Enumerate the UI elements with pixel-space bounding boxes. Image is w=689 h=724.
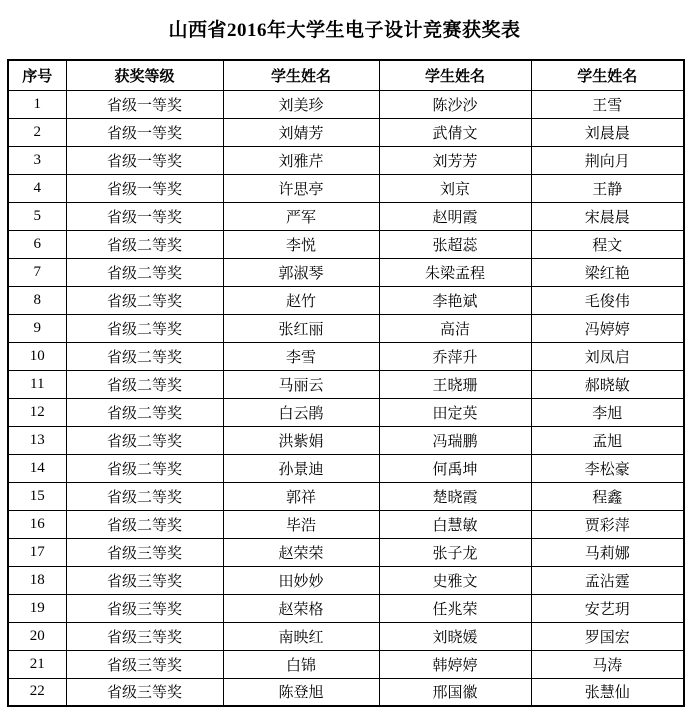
- award-table: [7, 59, 685, 707]
- table-cell: 程鑫: [531, 482, 684, 510]
- table-cell: 郝晓敏: [531, 370, 684, 398]
- table-cell: 张慧仙: [531, 678, 684, 706]
- table-cell: 省级二等奖: [66, 426, 223, 454]
- table-cell: 赵荣荣: [223, 538, 379, 566]
- table-cell: 16: [8, 510, 66, 538]
- table-row: [8, 174, 684, 202]
- table-cell: 张超蕊: [379, 230, 531, 258]
- table-cell: 何禹坤: [379, 454, 531, 482]
- table-cell: 李雪: [223, 342, 379, 370]
- table-cell: 严军: [223, 202, 379, 230]
- table-cell: 郭祥: [223, 482, 379, 510]
- table-row: [8, 118, 684, 146]
- table-row: [8, 426, 684, 454]
- table-cell: 刘婧芳: [223, 118, 379, 146]
- table-cell: 8: [8, 286, 66, 314]
- table-cell: 孟沾霆: [531, 566, 684, 594]
- table-cell: 楚晓霞: [379, 482, 531, 510]
- table-row: [8, 398, 684, 426]
- table-row: [8, 342, 684, 370]
- table-cell: 白慧敏: [379, 510, 531, 538]
- header-cell-name-2: 学生姓名: [379, 60, 531, 90]
- table-cell: 李悦: [223, 230, 379, 258]
- table-header-row: [8, 60, 684, 90]
- table-cell: 省级一等奖: [66, 118, 223, 146]
- table-cell: 13: [8, 426, 66, 454]
- table-row: [8, 230, 684, 258]
- table-cell: 赵竹: [223, 286, 379, 314]
- table-cell: 田定英: [379, 398, 531, 426]
- table-cell: 罗国宏: [531, 622, 684, 650]
- table-cell: 14: [8, 454, 66, 482]
- table-cell: 贾彩萍: [531, 510, 684, 538]
- table-cell: 毕浩: [223, 510, 379, 538]
- table-cell: 省级二等奖: [66, 342, 223, 370]
- table-cell: 省级二等奖: [66, 258, 223, 286]
- table-cell: 7: [8, 258, 66, 286]
- table-cell: 刘雅芹: [223, 146, 379, 174]
- table-cell: 6: [8, 230, 66, 258]
- table-cell: 孟旭: [531, 426, 684, 454]
- table-cell: 省级二等奖: [66, 454, 223, 482]
- table-cell: 武倩文: [379, 118, 531, 146]
- table-row: [8, 622, 684, 650]
- page-title: 山西省2016年大学生电子设计竞赛获奖表: [168, 20, 521, 41]
- table-cell: 邢国徽: [379, 678, 531, 706]
- table-cell: 12: [8, 398, 66, 426]
- table-cell: 省级三等奖: [66, 678, 223, 706]
- table-cell: 省级二等奖: [66, 230, 223, 258]
- table-cell: 陈登旭: [223, 678, 379, 706]
- table-header: [8, 60, 684, 90]
- table-cell: 刘晨晨: [531, 118, 684, 146]
- header-cell-name-3: 学生姓名: [531, 60, 684, 90]
- table-cell: 省级一等奖: [66, 146, 223, 174]
- table-cell: 韩婷婷: [379, 650, 531, 678]
- table-cell: 马丽云: [223, 370, 379, 398]
- table-cell: 省级三等奖: [66, 622, 223, 650]
- table-cell: 田妙妙: [223, 566, 379, 594]
- table-cell: 马莉娜: [531, 538, 684, 566]
- table-cell: 3: [8, 146, 66, 174]
- table-cell: 许思亭: [223, 174, 379, 202]
- table-row: [8, 482, 684, 510]
- table-row: [8, 566, 684, 594]
- table-cell: 王雪: [531, 90, 684, 118]
- table-row: [8, 90, 684, 118]
- table-row: [8, 202, 684, 230]
- table-row: [8, 258, 684, 286]
- table-cell: 刘芳芳: [379, 146, 531, 174]
- table-row: [8, 454, 684, 482]
- table-cell: 马涛: [531, 650, 684, 678]
- table-cell: 史雅文: [379, 566, 531, 594]
- table-cell: 18: [8, 566, 66, 594]
- table-cell: 省级二等奖: [66, 370, 223, 398]
- table-cell: 赵明霞: [379, 202, 531, 230]
- table-cell: 安艺玥: [531, 594, 684, 622]
- table-cell: 王静: [531, 174, 684, 202]
- table-cell: 10: [8, 342, 66, 370]
- table-cell: 刘京: [379, 174, 531, 202]
- table-cell: 2: [8, 118, 66, 146]
- table-cell: 省级一等奖: [66, 174, 223, 202]
- table-cell: 冯婷婷: [531, 314, 684, 342]
- header-cell-name-1: 学生姓名: [223, 60, 379, 90]
- table-cell: 高洁: [379, 314, 531, 342]
- table-cell: 省级二等奖: [66, 286, 223, 314]
- table-cell: 省级二等奖: [66, 510, 223, 538]
- table-cell: 15: [8, 482, 66, 510]
- table-cell: 朱梁孟程: [379, 258, 531, 286]
- table-cell: 省级二等奖: [66, 482, 223, 510]
- table-cell: 省级一等奖: [66, 202, 223, 230]
- table-row: [8, 146, 684, 174]
- table-cell: 冯瑞鹏: [379, 426, 531, 454]
- table-cell: 洪紫娟: [223, 426, 379, 454]
- table-cell: 4: [8, 174, 66, 202]
- table-cell: 赵荣格: [223, 594, 379, 622]
- table-cell: 省级三等奖: [66, 650, 223, 678]
- table-cell: 乔萍升: [379, 342, 531, 370]
- table-cell: 刘美珍: [223, 90, 379, 118]
- table-cell: 荆向月: [531, 146, 684, 174]
- table-row: [8, 286, 684, 314]
- table-cell: 李艳斌: [379, 286, 531, 314]
- table-cell: 李松豪: [531, 454, 684, 482]
- table-cell: 任兆荣: [379, 594, 531, 622]
- table-cell: 李旭: [531, 398, 684, 426]
- table-row: [8, 594, 684, 622]
- table-cell: 20: [8, 622, 66, 650]
- table-row: [8, 678, 684, 706]
- table-cell: 省级三等奖: [66, 594, 223, 622]
- table-cell: 宋晨晨: [531, 202, 684, 230]
- table-cell: 张子龙: [379, 538, 531, 566]
- table-cell: 5: [8, 202, 66, 230]
- table-cell: 毛俊伟: [531, 286, 684, 314]
- table-cell: 白锦: [223, 650, 379, 678]
- table-cell: 省级三等奖: [66, 566, 223, 594]
- table-cell: 22: [8, 678, 66, 706]
- table-cell: 省级一等奖: [66, 90, 223, 118]
- table-cell: 省级二等奖: [66, 314, 223, 342]
- table-cell: 17: [8, 538, 66, 566]
- table-cell: 21: [8, 650, 66, 678]
- table-cell: 郭淑琴: [223, 258, 379, 286]
- table-cell: 王晓珊: [379, 370, 531, 398]
- table-cell: 9: [8, 314, 66, 342]
- table-row: [8, 650, 684, 678]
- table-cell: 梁红艳: [531, 258, 684, 286]
- table-cell: 省级二等奖: [66, 398, 223, 426]
- table-body: [8, 90, 684, 706]
- table-row: [8, 314, 684, 342]
- header-cell-index: 序号: [8, 60, 66, 90]
- table-cell: 南映红: [223, 622, 379, 650]
- table-cell: 19: [8, 594, 66, 622]
- table-cell: 省级三等奖: [66, 538, 223, 566]
- table-cell: 张红丽: [223, 314, 379, 342]
- header-cell-level: 获奖等级: [66, 60, 223, 90]
- table-cell: 刘凤启: [531, 342, 684, 370]
- table-row: [8, 510, 684, 538]
- table-cell: 刘晓媛: [379, 622, 531, 650]
- table-cell: 程文: [531, 230, 684, 258]
- table-cell: 1: [8, 90, 66, 118]
- table-cell: 孙景迪: [223, 454, 379, 482]
- table-row: [8, 370, 684, 398]
- table-cell: 白云鹃: [223, 398, 379, 426]
- table-row: [8, 538, 684, 566]
- table-cell: 陈沙沙: [379, 90, 531, 118]
- table-cell: 11: [8, 370, 66, 398]
